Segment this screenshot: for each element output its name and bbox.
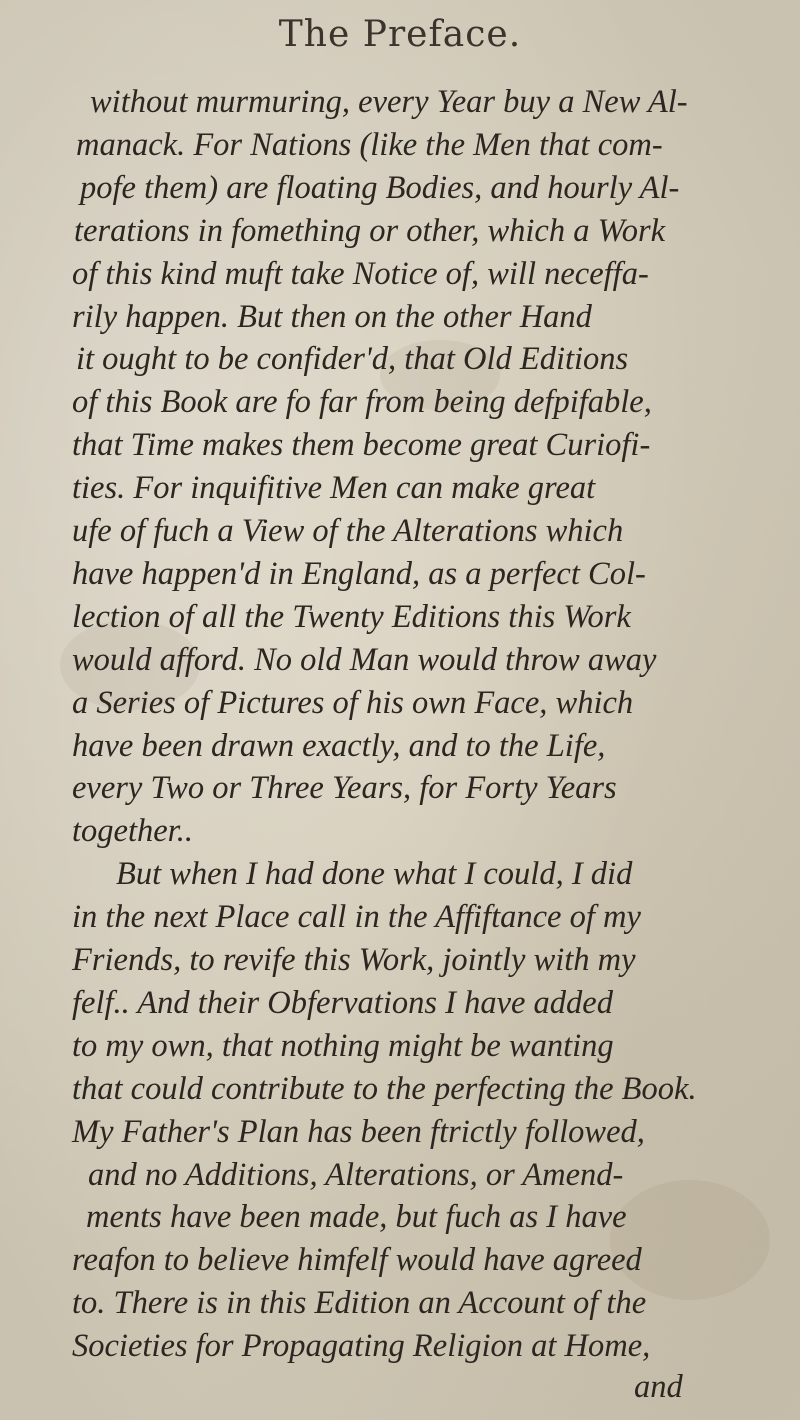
text-line: and no Additions, Alterations, or Amend-: [88, 1156, 624, 1193]
text-line: Societies for Propagating Religion at Home,: [72, 1328, 651, 1365]
text-line: manack. For Nations (like the Men that com-: [76, 126, 663, 163]
text-line: Friends, to revife this Work, jointly with my: [72, 942, 636, 978]
text-line: terations in fomething or other, which a Work: [74, 212, 666, 249]
text-line: lection of all the Twenty Editions this Work: [72, 598, 631, 635]
text-line: reafon to believe himfelf would have agreed: [72, 1242, 642, 1279]
running-head: The Preface.: [278, 14, 522, 55]
text-line: it ought to be confider'd, that Old Editions: [76, 341, 629, 378]
text-line: without murmuring, every Year buy a New Al-: [90, 84, 688, 120]
text-line: But when I had done what I could, I did: [116, 856, 633, 893]
catchword: and: [634, 1369, 683, 1405]
text-line: rily happen. But then on the other Hand: [72, 298, 592, 335]
text-line: of this kind muft take Notice of, will neceffa-: [72, 255, 649, 292]
text-line: of this Book are fo far from being defpifable,: [72, 384, 652, 421]
text-line: felf.. And their Obfervations I have added: [72, 984, 613, 1021]
text-line: to my own, that nothing might be wanting: [72, 1027, 614, 1064]
text-line: every Two or Three Years, for Forty Years: [72, 770, 617, 807]
text-line: ments have been made, but fuch as I have: [86, 1199, 627, 1236]
text-line: to. There is in this Edition an Account of the: [72, 1285, 647, 1322]
text-line: that Time makes them become great Curiofi-: [72, 427, 651, 464]
text-line: a Series of Pictures of his own Face, which: [72, 684, 634, 721]
text-line: ties. For inquifitive Men can make great: [72, 470, 596, 507]
text-line: ufe of fuch a View of the Alterations which: [72, 513, 624, 549]
text-line: pofe them) are floating Bodies, and hourly Al-: [80, 169, 680, 206]
text-line: that could contribute to the perfecting the Book.: [72, 1070, 697, 1107]
text-line: would afford. No old Man would throw away: [72, 641, 657, 678]
text-line: My Father's Plan has been ftrictly followed,: [72, 1113, 645, 1150]
text-line: in the next Place call in the Affiftance of my: [72, 899, 641, 936]
text-line: together..: [72, 813, 193, 850]
text-line: have been drawn exactly, and to the Life,: [72, 727, 606, 764]
text-line: have happen'd in England, as a perfect Col-: [72, 555, 646, 592]
